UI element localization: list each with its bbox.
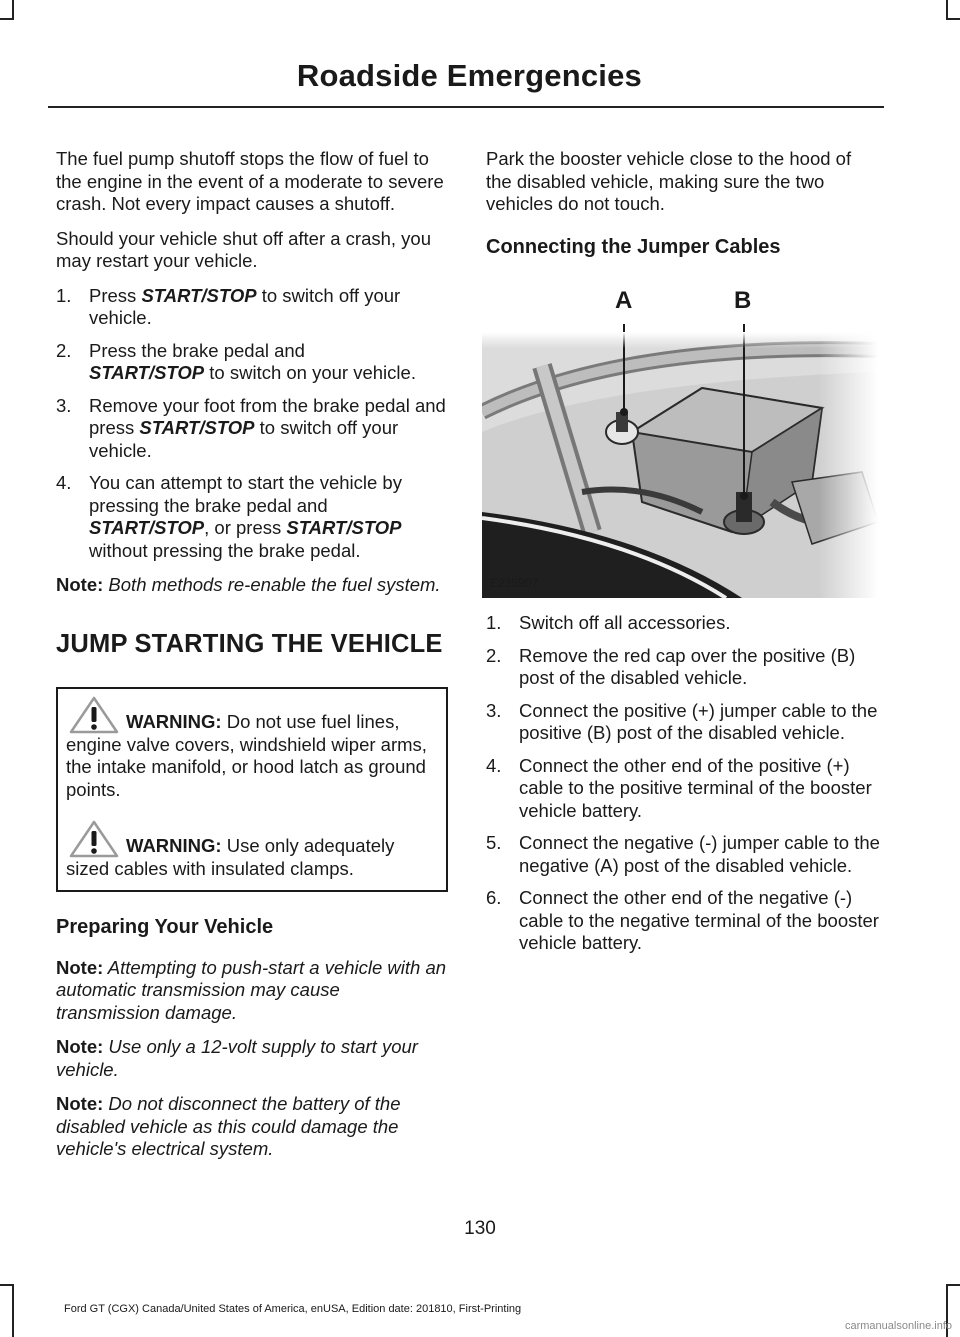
paragraph-restart: Should your vehicle shut off after a crash, you may restart your vehicle. bbox=[56, 227, 432, 271]
step-number: 1. bbox=[486, 612, 502, 633]
list-item bbox=[56, 285, 448, 330]
step-text: Remove your foot from the brake pedal and press bbox=[89, 394, 446, 438]
engine-bay-drawing bbox=[482, 282, 878, 598]
step-text: to switch off your vehicle. bbox=[89, 284, 401, 328]
crop-mark-top-left-h bbox=[0, 18, 14, 20]
paragraph-park-booster: Park the booster vehicle close to the hood of the disabled vehicle, making sure the two vehicles do not touch. bbox=[486, 148, 852, 214]
sub-heading-connecting-cables: Connecting the Jumper Cables bbox=[486, 235, 781, 258]
step-number: 4. bbox=[486, 754, 502, 776]
crop-mark-bottom-left-h bbox=[0, 1284, 14, 1286]
warning-triangle-icon bbox=[68, 695, 120, 735]
warning-text: Do not use fuel lines, engine valve covers, windshield wiper arms, the intake manifold, or hood latch as ground points. bbox=[66, 711, 427, 800]
figure-code: E235907 bbox=[490, 575, 539, 590]
crop-mark-top-right-v bbox=[946, 0, 948, 20]
step-text: to switch on your vehicle. bbox=[204, 362, 416, 383]
note-fuel-system bbox=[56, 574, 448, 597]
note-text: Both methods re-enable the fuel system. bbox=[103, 574, 441, 595]
note-text: Do not disconnect the battery of the disabled vehicle as this could damage the vehicle's electrical system. bbox=[56, 1093, 401, 1159]
note-label: Note: bbox=[56, 574, 104, 595]
figure-label-a: A bbox=[615, 287, 633, 314]
step-number: 3. bbox=[486, 699, 502, 721]
footer-edition-info: Ford GT (CGX) Canada/United States of America, enUSA, Edition date: 201810, First-Printing bbox=[64, 1303, 522, 1315]
step-text: Connect the negative (-) jumper cable to the negative (A) post of the disabled vehicle. bbox=[519, 832, 880, 876]
list-item bbox=[486, 755, 880, 823]
step-text: Press bbox=[89, 284, 142, 306]
step-text: You can attempt to start the vehicle by pressing the brake pedal and bbox=[89, 472, 402, 516]
start-stop-keyword: START/STOP bbox=[286, 517, 402, 538]
step-text: Connect the other end of the negative (-) cable to the negative terminal of the booster vehicle battery. bbox=[519, 887, 879, 953]
section-heading-jump-starting: JUMP STARTING THE VEHICLE bbox=[56, 629, 443, 658]
warning-text: Use only adequately sized cables with insulated clamps. bbox=[66, 835, 395, 879]
crop-mark-bottom-right-h bbox=[946, 1284, 960, 1286]
crop-mark-bottom-left-v bbox=[12, 1284, 14, 1337]
step-text: Remove the red cap over the positive (B) post of the disabled vehicle. bbox=[519, 644, 856, 688]
note-label: Note: bbox=[56, 1036, 104, 1057]
step-number: 1. bbox=[56, 284, 72, 306]
warning-label: WARNING: bbox=[126, 835, 222, 856]
step-number: 3. bbox=[56, 394, 72, 416]
crop-mark-top-left-v bbox=[12, 0, 14, 20]
list-item bbox=[486, 700, 880, 745]
warning-triangle-icon bbox=[68, 819, 120, 859]
note-text: Use only a 12-volt supply to start your vehicle. bbox=[56, 1036, 418, 1080]
warning-label: WARNING: bbox=[126, 711, 222, 732]
note-push-start bbox=[56, 957, 448, 1025]
jumper-cable-illustration bbox=[482, 282, 878, 598]
start-stop-keyword: START/STOP bbox=[141, 284, 257, 306]
warning-item bbox=[66, 711, 438, 801]
watermark-link[interactable]: carmanualsonline.info bbox=[844, 1320, 952, 1332]
restart-steps-list bbox=[56, 285, 448, 563]
step-text: Switch off all accessories. bbox=[519, 612, 731, 633]
right-column bbox=[486, 148, 880, 967]
list-item bbox=[56, 395, 448, 463]
step-number: 4. bbox=[56, 472, 72, 493]
warning-item bbox=[66, 835, 438, 880]
start-stop-keyword: START/STOP bbox=[139, 417, 255, 438]
jumper-steps-list bbox=[486, 612, 880, 955]
list-item bbox=[486, 832, 880, 877]
note-text: Attempting to push-start a vehicle with an automatic transmission may cause transmission damage. bbox=[56, 956, 447, 1023]
note-12-volt bbox=[56, 1036, 448, 1081]
step-number: 6. bbox=[486, 887, 502, 908]
paragraph-fuel-shutoff: The fuel pump shutoff stops the flow of fuel to the engine in the event of a moderate to severe crash. Not every impact causes a shutoff. bbox=[56, 148, 444, 214]
list-item bbox=[486, 645, 880, 690]
start-stop-keyword: START/STOP bbox=[89, 362, 205, 383]
step-text: Connect the positive (+) jumper cable to the positive (B) post of the disabled vehicle. bbox=[519, 699, 878, 743]
note-label: Note: bbox=[56, 1093, 104, 1114]
header-divider bbox=[48, 106, 884, 108]
step-number: 2. bbox=[486, 644, 502, 666]
list-item bbox=[486, 887, 880, 955]
list-item bbox=[56, 472, 448, 562]
sub-heading-preparing-vehicle: Preparing Your Vehicle bbox=[56, 916, 274, 938]
list-item bbox=[486, 612, 880, 635]
step-text: to switch off your vehicle. bbox=[89, 417, 399, 461]
step-text: , or press bbox=[204, 517, 287, 538]
step-text: without pressing the brake pedal. bbox=[89, 539, 361, 561]
note-disconnect-battery bbox=[56, 1093, 448, 1161]
left-column bbox=[56, 148, 448, 1173]
warning-box bbox=[56, 687, 448, 892]
note-label: Note: bbox=[56, 956, 104, 978]
page-header-title: Roadside Emergencies bbox=[296, 58, 642, 93]
step-number: 2. bbox=[56, 339, 72, 361]
figure-label-b: B bbox=[734, 287, 752, 314]
step-text: Connect the other end of the positive (+) cable to the positive terminal of the booster vehicle battery. bbox=[519, 754, 872, 821]
step-number: 5. bbox=[486, 832, 502, 853]
step-text: Press the brake pedal and bbox=[89, 339, 305, 361]
list-item bbox=[56, 340, 448, 385]
start-stop-keyword: START/STOP bbox=[89, 517, 205, 538]
page-number: 130 bbox=[464, 1218, 496, 1239]
crop-mark-top-right-h bbox=[946, 18, 960, 20]
